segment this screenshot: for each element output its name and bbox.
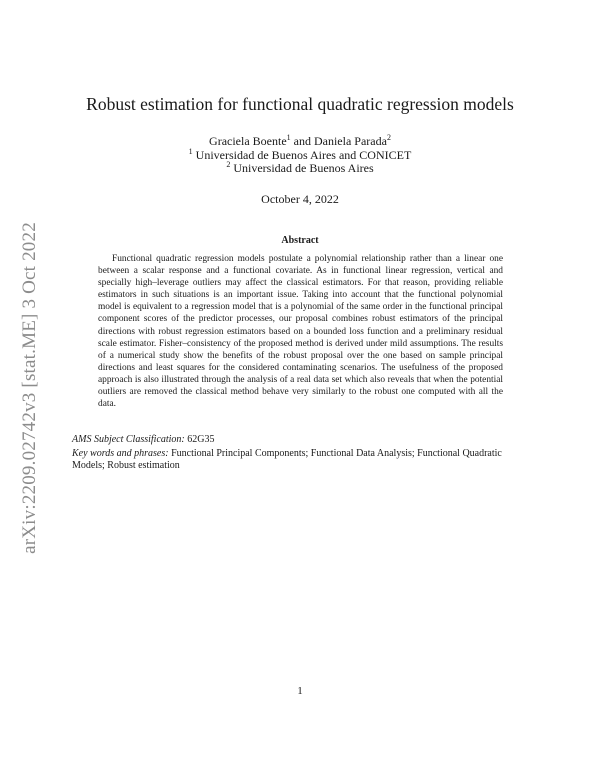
keywords-value: Functional Principal Components; Functional Data Analysis; Functional Quadratic Models; Robust estimation [72,448,502,472]
ams-label: AMS Subject Classification: [72,434,185,445]
affiliation-1-text: Universidad de Buenos Aires and CONICET [195,147,412,162]
arxiv-identifier: arXiv:2209.02742v3 [stat.ME] 3 Oct 2022 [19,222,40,554]
affiliation-1-mark: 1 [188,146,193,156]
affiliation-2 [0,162,600,176]
author-line [0,135,600,149]
abstract-heading: Abstract [281,235,319,246]
paper-title: Robust estimation for functional quadratic regression models [86,94,514,114]
abstract-text: Functional quadratic regression models postulate a polynomial relationship rather than a linear one between a scalar response and a functional covariate. As in functional linear regression, vertical and specially high–leverage outliers may affect the classical estimators. For that reason, providing reliable estimators in such situations is an important issue. Taking into account that the functional polynomial model is equivalent to a regression model that is a polynomial of the same order in the functional principal component scores of the predictor processes, our proposal combines robust estimators of the principal directions with robust regression estimators based on a bounded loss function and a preliminary residual scale estimator. Fisher–consistency of the proposed method is derived under mild assumptions. The results of a numerical study show the benefits of the robust proposal over the one based on sample principal directions and least squares for the considered contaminating scenarios. The usefulness of the proposed approach is also illustrated through the analysis of a real data set which also reveals that when the potential outliers are removed the classical method behave very similarly to the robust one computed with all the data. [98,254,503,410]
author-conjunction: and [293,134,311,148]
ams-classification [72,434,530,446]
author-block [0,135,600,176]
author-1-mark: 1 [286,133,291,142]
affiliation-1 [0,146,600,163]
affiliation-2-mark: 2 [226,160,231,169]
ams-value: 62G35 [187,434,215,445]
affiliation-2-text: Universidad de Buenos Aires [233,161,374,175]
author-2-name: Daniela Parada [313,134,387,148]
paper-date: October 4, 2022 [261,192,339,206]
keywords [72,448,530,473]
keywords-label: Key words and phrases: [72,448,169,459]
author-2-mark: 2 [386,133,391,142]
page-number: 1 [297,685,303,697]
author-1-name: Graciela Boente [209,134,287,148]
